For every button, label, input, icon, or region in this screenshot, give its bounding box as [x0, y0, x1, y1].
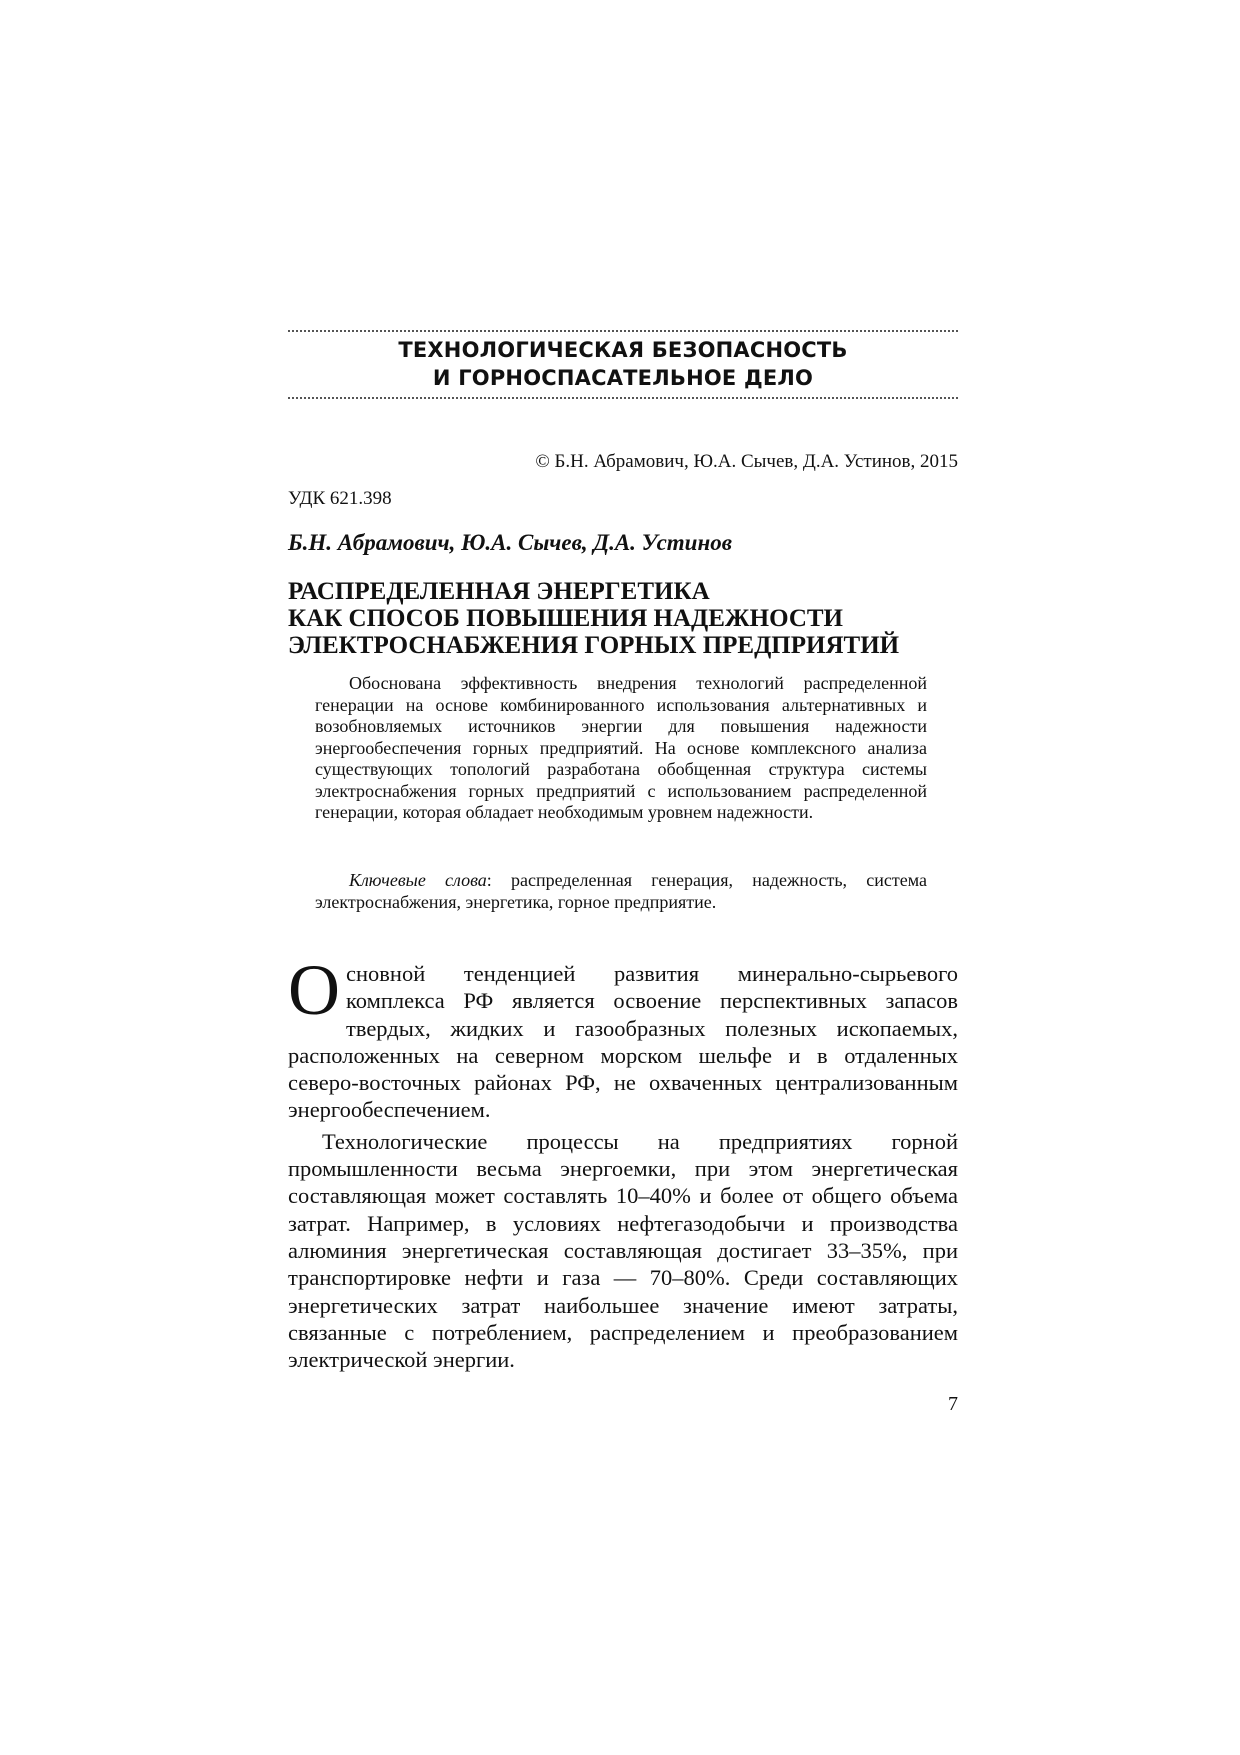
section-rubric-line-2: И ГОРНОСПАСАТЕЛЬНОЕ ДЕЛО	[432, 366, 814, 390]
body-paragraph-1	[288, 950, 958, 1124]
drop-cap: О	[288, 950, 340, 1030]
section-rubric-line-1: ТЕХНОЛОГИЧЕСКАЯ БЕЗОПАСНОСТЬ	[398, 338, 848, 362]
abstract: Обоснована эффективность внедрения технологий распределенной генерации на основе комбинированного использования альтернативных и возобновляемых источников энергии для повышения надежности энергообеспечения горных предприятий. На основе комплексного анализа существующих топологий разработана обобщенная структура системы электроснабжения горных предприятий с использованием распределенной генерации, которая обладает необходимым уровнем надежности.	[315, 673, 927, 822]
article-title	[288, 578, 958, 659]
udk-code: УДК 621.398	[288, 488, 392, 509]
article-title-line-2: КАК СПОСОБ ПОВЫШЕНИЯ НАДЕЖНОСТИ	[288, 605, 843, 632]
rubric-bottom-rule	[288, 397, 958, 399]
keywords	[315, 870, 927, 913]
copyright-notice: © Б.Н. Абрамович, Ю.А. Сычев, Д.А. Устинов, 2015	[535, 451, 958, 472]
keywords-text: : распределенная генерация, надежность, система электроснабжения, энергетика, горное предприятие.	[315, 870, 927, 912]
rubric-top-rule	[288, 330, 958, 332]
body-paragraph-2: Технологические процессы на предприятиях горной промышленности весьма энергоемки, при этом энергетическая составляющая может составлять 10–40% и более от общего объема затрат. Например, в условиях нефтегазодобычи и производства алюминия энергетическая составляющая достигает 33–35%, при транспортировке нефти и газа — 70–80%. Среди составляющих энергетических затрат наибольшее значение имеют затраты, связанные с потреблением, распределением и преобразованием электрической энергии.	[288, 1128, 958, 1373]
article-title-line-3: ЭЛЕКТРОСНАБЖЕНИЯ ГОРНЫХ ПРЕДПРИЯТИЙ	[288, 632, 900, 659]
article-body	[288, 950, 958, 1377]
article-authors: Б.Н. Абрамович, Ю.А. Сычев, Д.А. Устинов	[288, 530, 733, 555]
article-title-line-1: РАСПРЕДЕЛЕННАЯ ЭНЕРГЕТИКА	[288, 578, 710, 605]
keywords-label: Ключевые слова	[349, 870, 487, 890]
page-number: 7	[948, 1393, 958, 1415]
body-paragraph-1-text: сновной тенденцией развития минерально-сырьевого комплекса РФ является освоение перспективных запасов твердых, жидких и газообразных полезных ископаемых, расположенных на северном морском шельфе и в отдаленных северо-восточных районах РФ, не охваченных централизованным энергообеспечением.	[288, 961, 958, 1123]
section-rubric	[288, 336, 958, 392]
